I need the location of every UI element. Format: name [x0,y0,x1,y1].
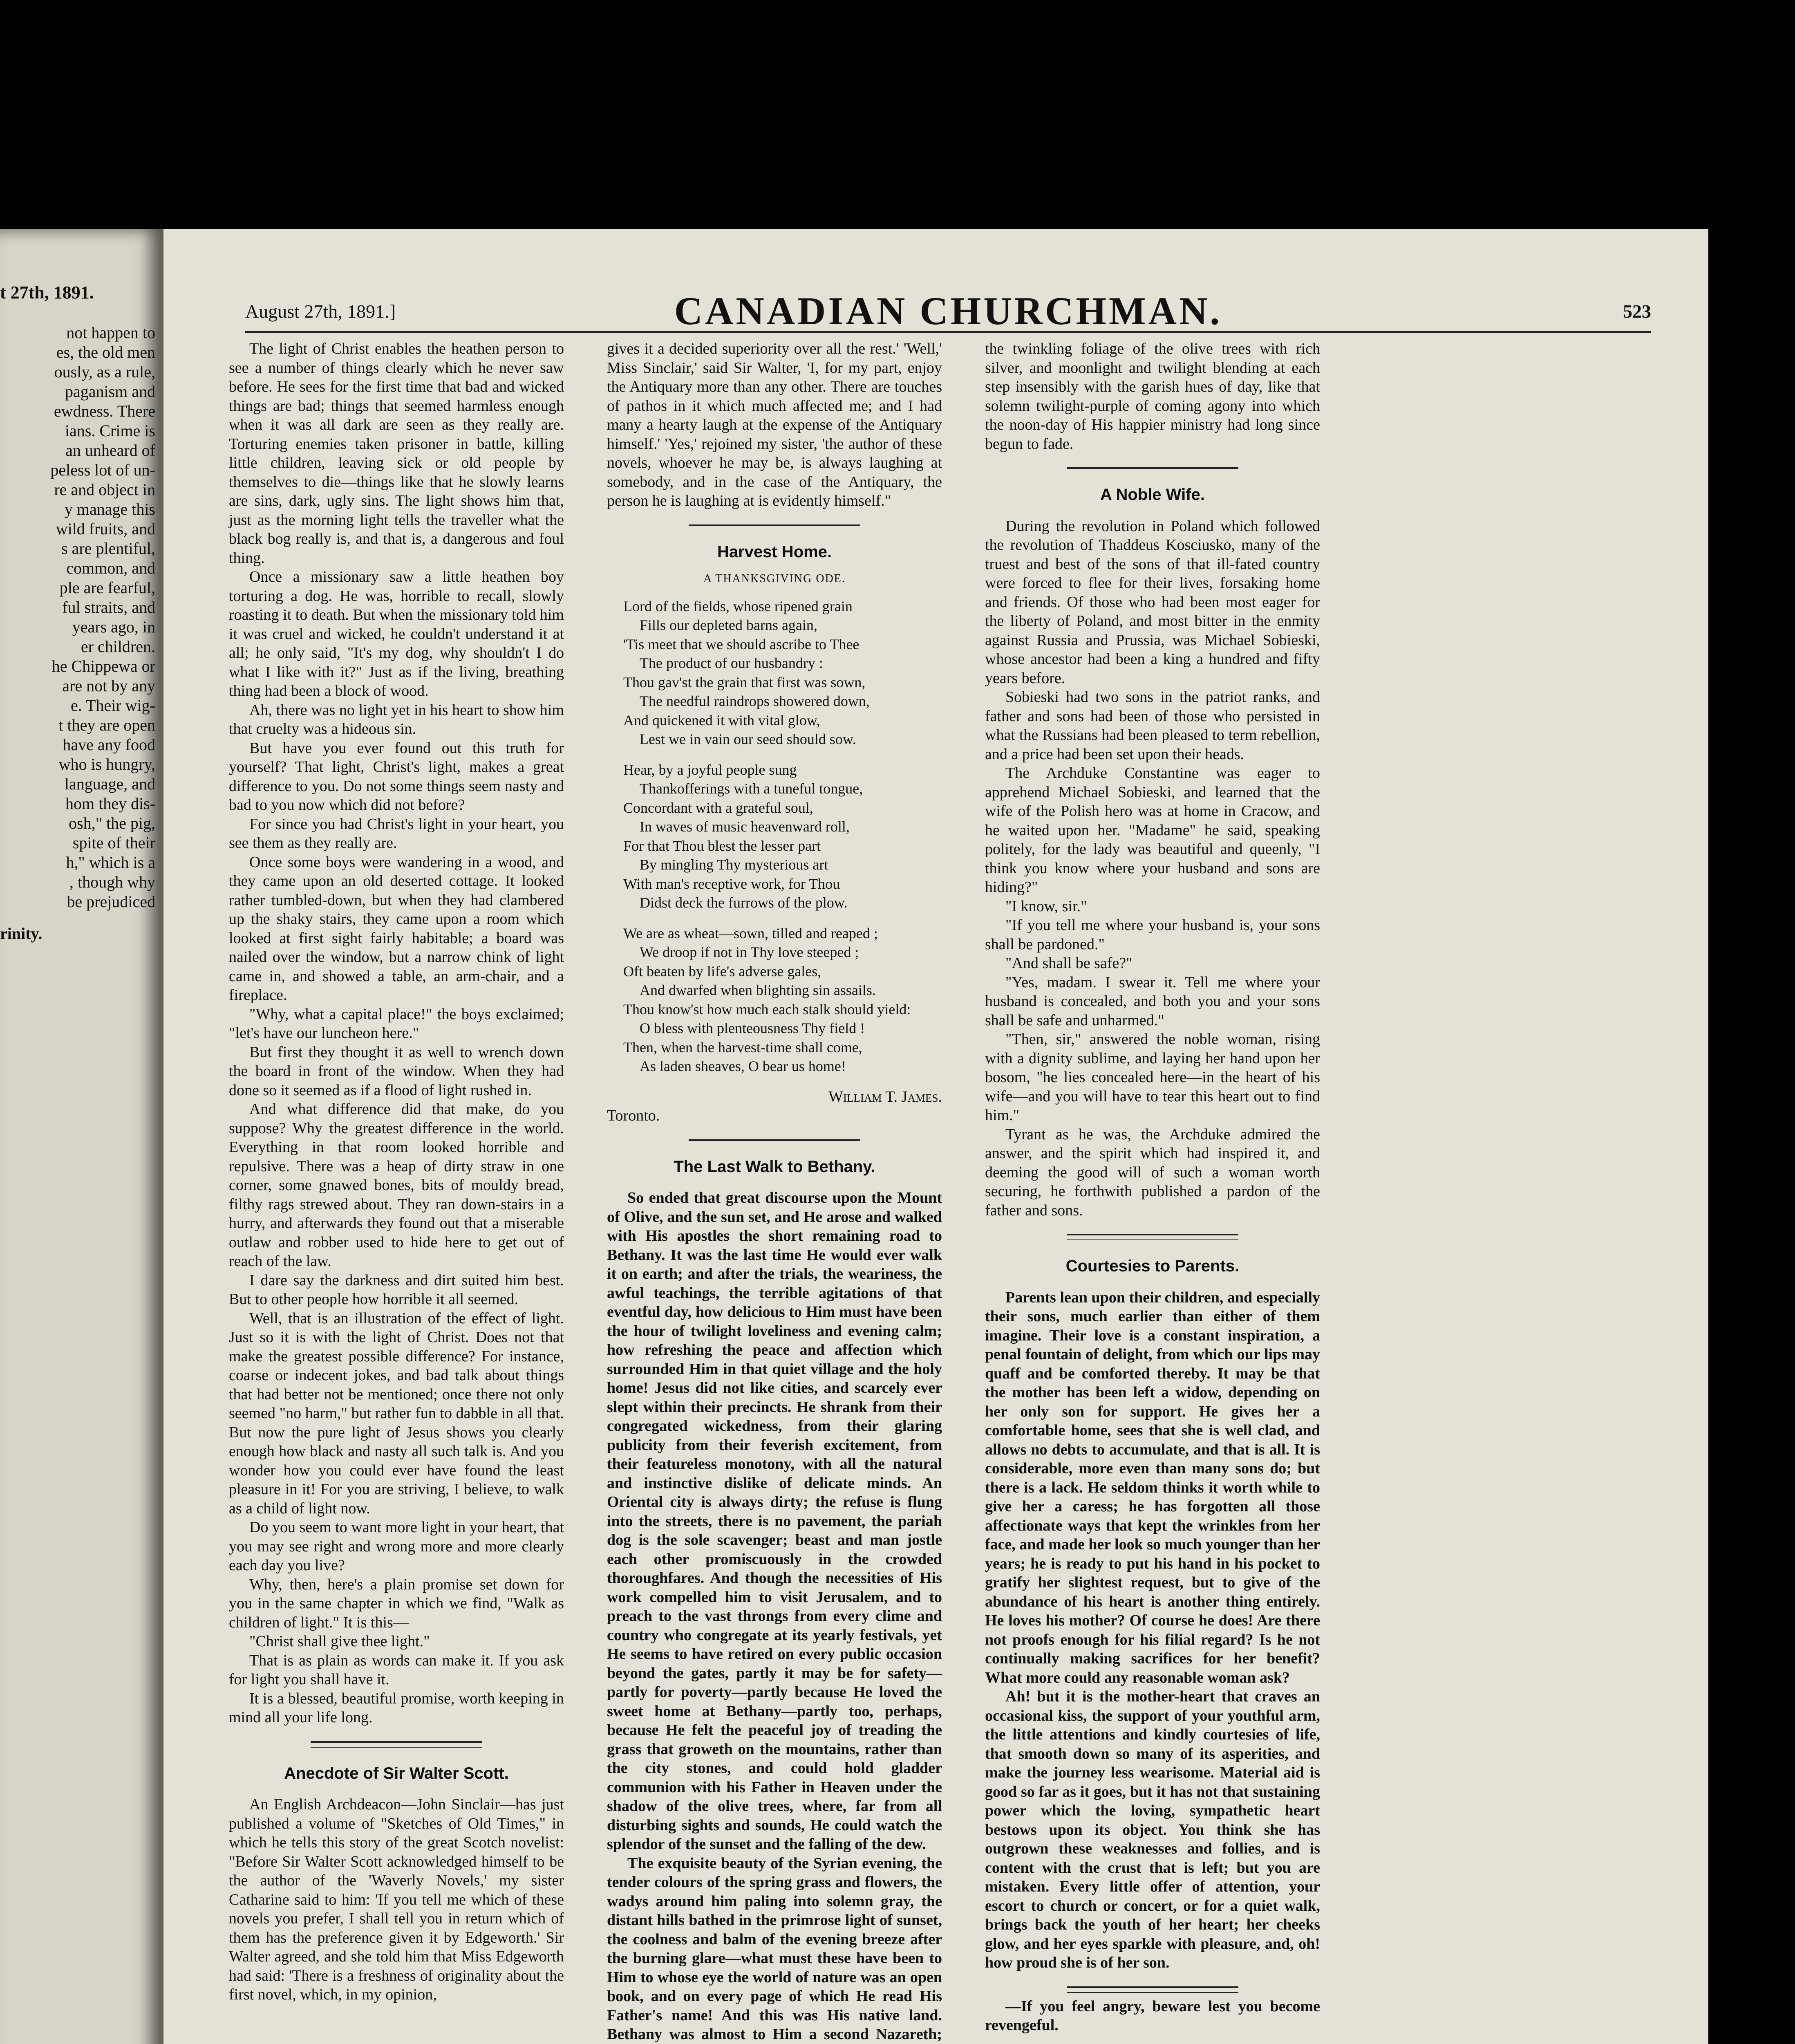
heading-walter-scott: Anecdote of Sir Walter Scott. [284,1764,509,1782]
poem-signature: William T. James. [828,1088,942,1105]
paragraph: During the revolution in Poland which followed the revolution of Thaddeus Kosciusko, many of the truest and best of the sons of that ill-fated country were forced to flee for their lives, forsaking home and friends. Of those who had been most eager for the liberty of Poland, and most bitter in the enmity against Russia and Prussia, was Michael Sobieski, whose ancestor had been a king a hundred and fifty years before. [985,517,1320,687]
poem-line: Didst deck the furrows of the plow. [640,894,848,911]
prev-page-line: s are plentiful, [61,539,155,558]
poem-line: With man's receptive work, for Thou [623,875,840,892]
masthead [245,284,1651,333]
paragraph: "Yes, madam. I swear it. Tell me where your husband is concealed, and both you and your sons shall be safe and unharmed." [985,973,1320,1029]
prev-page-header: t 27th, 1891. [0,282,94,303]
poem-line: Hear, by a joyful people sung [623,761,797,778]
prev-page-line: be prejudiced [67,892,155,911]
section-divider [1067,1992,1238,1993]
prev-page-line: ians. Crime is [65,421,155,440]
poem-line: Thankofferings with a tuneful tongue, [640,780,863,797]
paragraph: But have you ever found out this truth for yourself? That light, Christ's light, makes a great difference to you. Do not some things seem nasty and bad to you now which did not before? [229,739,564,814]
paragraph: Once a missionary saw a little heathen boy torturing a dog. He was, horrible to recall, slowly roasting it to death. But when the missionary told him it was cruel and wicked, he couldn't understand it at all; he only said, "It's my dog, why shouldn't I do what I like with it?" Just as if the living, breathing thing had been a block of wood. [229,568,564,699]
paragraph: Parents lean upon their children, and especially their sons, much earlier than either of them imagine. Their love is a constant inspiration, a penal fountain of delight, from which our lips may quaff and be comforted thereby. It may be that the mother has been left a widow, depending on her only son for support. He gives her a comfortable home, sees that she is well clad, and allows no debts to accumulate, and that is all. It is considerable, more even than many sons do; but there is a lack. He seldom thinks it worth while to give her a caress; he has forgotten all those affectionate ways that kept the wrinkles from her face, and made her look so much younger than her years; he is ready to put his hand in his pocket to gratify her slightest request, but to give of the abundance of his heart is another thing entirely. He loves his mother? Of course he does! Are there not proofs enough for his filial regard? Is he not continually making sacrifices for her benefit? What more could any reasonable woman ask? [985,1289,1320,1686]
poem-line: O bless with plenteousness Thy field ! [640,1020,865,1036]
poem-subtitle: A THANKSGIVING ODE. [703,572,846,585]
poem-line: The needful raindrops showered down, [640,693,870,709]
section-divider [689,1139,860,1141]
column-3 [985,339,1320,2035]
masthead-rule [245,331,1651,333]
paragraph: Ah! but it is the mother-heart that craves an occasional kiss, the support of your youthful arm, the little attentions and kindly courtesies of life, that smooth down so many of its asperities, and make the journey less wearisome. Material aid is good so far as it goes, but it has not that sustaining power which the loving, sympathetic heart bestows upon its object. You think she has outgrown these weaknesses and follies, and is content with the crust that is left; but you are mistaken. Every little offer of attention, your escort to church or concert, or for a quiet walk, brings back the youth of her heart; her cheeks glow, and her eyes sparkle with pleasure, and, oh! how proud she is of her son. [985,1688,1320,1971]
poem-stanza [623,760,942,912]
section-divider [1067,1234,1238,1235]
newspaper-page [163,229,1708,2044]
paragraph: For since you had Christ's light in your heart, you see them as they really are. [229,815,564,852]
paragraph: Once some boys were wandering in a wood, and they came upon an old deserted cottage. It looked rather tumbled-down, but when they had clambered up the shaky stairs, they came upon a room which looked at first sight fairly habitable; a board was nailed over the window, but a narrow chink of light came in, and showed a table, an arm-chair, and a fireplace. [229,853,564,1004]
poem-line: And dwarfed when blighting sin assails. [640,982,876,998]
prev-page-line: es, the old men [56,343,155,361]
paragraph: The Archduke Constantine was eager to apprehend Michael Sobieski, and learned that the wife of the Polish hero was at home in Cracow, and he waited upon her. "Madame" he said, speaking politely, for the lady was beautiful and queenly, "I think you know where your husband and sons are hiding?" [985,764,1320,896]
prev-page-line: he Chippewa or [51,657,155,675]
poem-harvest-home [607,597,942,1076]
section-divider [311,1741,482,1743]
prev-page-line: , though why [69,873,155,891]
paragraph: An English Archdeacon—John Sinclair—has just published a volume of "Sketches of Old Times," in which he tells this story of the great Scotch novelist: "Before Sir Walter Scott acknowledged himself to be the author of the 'Waverly Novels,' my sister Catharine said to him: 'If you tell me which of these novels you prefer, I shall tell you in return which of them has the preference given it by Edgeworth.' Sir Walter agreed, and she told him that Miss Edgeworth had said: 'There is a freshness of originality about the first novel, which, in my opinion, [229,1796,564,2003]
poem-line: Thou know'st how much each stalk should yield: [623,1001,911,1018]
paragraph: "I know, sir." [1005,897,1087,915]
paragraph: And what difference did that make, do you suppose? Why the greatest difference in the world. Everything in that room looked horrible and repulsive. There was a heap of dirty straw in one corner, some gnawed bones, bits of mouldy bread, filthy rags strewed about. They ran down-stairs in a hurry, and afterwards they found out that a miserable outlaw and robber used to hide here to get out of reach of the law. [229,1100,564,1270]
prev-page-line: ewdness. There [54,402,155,420]
article-courtesies [985,1288,1320,1972]
section-divider [1067,467,1238,469]
prev-page-line: t they are open [58,716,155,734]
prev-page-text [0,323,155,944]
prev-page-line: common, and [66,559,155,577]
poem-line: Concordant with a grateful soul, [623,799,813,816]
poem-line: Lord of the fields, whose ripened grain [623,598,853,614]
heading-last-walk: The Last Walk to Bethany. [674,1157,875,1176]
poem-line: Lest we in vain our seed should sow. [640,731,856,747]
paragraph: Ah, there was no light yet in his heart to show him that cruelty was a hideous sin. [229,701,564,737]
paragraph: "Christ shall give thee light." [249,1633,430,1650]
poem-line: We droop if not in Thy love steeped ; [640,944,859,960]
poem-line: Fills our depleted barns again, [640,617,817,633]
newspaper-title: CANADIAN CHURCHMAN. [674,289,1222,333]
section-divider [1067,1239,1238,1240]
prev-page-line: language, and [64,775,155,793]
paragraph: Sobieski had two sons in the patriot ranks, and father and sons had been of those who persisted in what the Russians had been pleased to term rebellion, and a price had been set upon their heads. [985,688,1320,763]
paragraph: The light of Christ enables the heathen person to see a number of things clearly which he never saw before. He sees for the first time that bad and wicked things are bad; things that seemed harmless enough when it was all dark are seen as they really are. Torturing enemies taken prisoner in battle, killing little children, leaving sick or old people by themselves to die—things like that he slowly learns are sins, dark, ugly sins. The light shows him that, just as the morning light tells the traveller what the black bog really is, and that is, a dangerous and foul thing. [229,340,564,567]
paragraph: Do you seem to want more light in your heart, that you may see right and wrong more and more clearly each day you live? [229,1519,564,1574]
prev-page-line: ple are fearful, [59,578,155,597]
page-number: 523 [1623,301,1651,322]
walter-scott-continued: gives it a decided superiority over all the rest.' 'Well,' Miss Sinclair,' said Sir Walter, 'I, for my part, enjoy the Antiquary more than any other. There are touches of pathos in it which much affected me; and I had many a hearty laugh at the expense of the Antiquary himself.' 'Yes,' rejoined my sister, 'the author of these novels, whoever he may be, is always laughing at somebody, and in the case of the Antiquary, the person he is laughing at is evidently himself." [607,340,942,509]
prev-page-line: hom they dis- [65,794,155,813]
poem-line: Thou gav'st the grain that first was sown, [623,674,866,690]
paragraph: "Then, sir," answered the noble woman, rising with a dignity sublime, and laying her hand upon her bosom, "he lies concealed here—in the heart of his wife—and you will have to tear this heart out to find him." [985,1031,1320,1124]
poem-stanza [623,924,942,1076]
poem-line: 'Tis meet that we should ascribe to Thee [623,636,859,652]
prev-page-line: who is hungry, [58,755,155,773]
poem-line: In waves of music heavenward roll, [640,818,850,835]
prev-page-line: paganism and [65,382,155,401]
section-divider [1067,1986,1238,1988]
paragraph: The exquisite beauty of the Syrian evening, the tender colours of the spring grass and flowers, the wadys around him paling into solemn gray, the distant hills bathed in the primrose light of sunset, the coolness and balm of the evening breeze after the burning glare—what must these have been to Him to whose eye the world of nature was an open book, and on every page of which He read His Father's name! And this was His native land. Bethany was almost to Him a second Nazareth; [607,1854,942,2043]
prev-page-line: peless lot of un- [50,461,155,479]
paragraph: "If you tell me where your husband is, your sons shall be pardoned." [985,917,1320,953]
section-divider [311,1747,482,1748]
poem-line: The product of our husbandry : [640,655,823,671]
prev-page-line: an unheard of [65,441,155,459]
column-1 [229,339,564,2004]
previous-page-fragment [0,229,163,2044]
poem-line: And quickened it with vital glow, [623,712,820,728]
article-last-walk [607,1188,942,2044]
paragraph: So ended that great discourse upon the Mount of Olive, and the sun set, and He arose and walked with His apostles the short remaining road to Bethany. It was the last time He would ever walk it on earth; and after the trials, the weariness, the awful teachings, the terrible agitations of that eventful day, how delicious to Him must have been the hour of twilight loveliness and evening calm; how refreshing the peace and affection which surrounded Him in that quiet village and the holy home! Jesus did not like cities, and scarcely ever slept within their precincts. He shrank from their congregated wickedness, from their glaring publicity from their feverish excitement, from their featureless monotony, with all the natural and instinctive dislike of delicate minds. An Oriental city is always dirty; the refuse is flung into the streets, there is no pavement, the pariah dog is the sole scavenger; beast and man jostle each other promiscuously in the crowded thoroughfares. And though the necessities of His work compelled him to visit Jerusalem, and to preach to the vast throngs from every clime and country who congregate at its yearly festivals, yet He seems to have retired on every public occasion beyond the gates, partly it may be for safety—partly for poverty—partly because He loved the sweet home at Bethany—partly too, perhaps, because He felt the peaceful joy of treading the grass that groweth on the mountains, rather than the city stones, and could hold gladder communion with his Father in Heaven under the shadow of the olive trees, where, far from all disturbing sights and sounds, He could watch the splendor of the sunset and the falling of the dew. [607,1189,942,1853]
article-light-of-christ [229,339,564,1727]
prev-page-section-title: rinity. [0,924,43,943]
prev-page-line: e. Their wig- [71,696,155,715]
paragraph: But first they thought it as well to wrench down the board in front of the window. When they had done so it seemed as if a flood of light rushed in. [229,1043,564,1099]
prev-page-line: ously, as a rule, [54,363,155,381]
section-divider [689,524,860,526]
prev-page-line: not happen to [66,323,155,342]
poem-line: We are as wheat—sown, tilled and reaped ; [623,925,878,941]
prev-page-line: y manage this [64,500,155,518]
poem-line: Then, when the harvest-time shall come, [623,1039,862,1056]
poem-line: Oft beaten by life's adverse gales, [623,963,821,979]
paragraph: I dare say the darkness and dirt suited him best. But to other people how horrible it all seemed. [229,1271,564,1308]
heading-harvest-home: Harvest Home. [717,542,832,561]
poem-line: By mingling Thy mysterious art [640,856,828,873]
poem-stanza [623,597,942,749]
column-2 [607,339,942,2044]
closing-maxim: —If you feel angry, beware lest you become revengeful. [985,1997,1320,2034]
paragraph: Well, that is an illustration of the effect of light. Just so it is with the light of Christ. Does not that make the greatest possible difference? For instance, coarse or indecent jokes, and bad talk about things that had better not be mentioned; once there not only seemed "no harm," but rather fun to dabble in all that. But now the pure light of Jesus shows you clearly enough how black and nasty all such talk is. And you wonder how you could ever have found the least pleasure in it! For you are striving, I believe, to walk as a child of light now. [229,1309,564,1517]
paragraph: "And shall be safe?" [1005,955,1133,972]
article-noble-wife [985,517,1320,1220]
prev-page-line: osh," the pig, [69,814,155,832]
poem-line: As laden sheaves, O bear us home! [640,1058,846,1074]
prev-page-line: spite of their [72,834,155,852]
paragraph: That is as plain as words can make it. If you ask for light you shall have it. [229,1652,564,1688]
poem-place: Toronto. [607,1107,660,1124]
heading-noble-wife: A Noble Wife. [1100,486,1205,504]
article-walter-scott [229,1795,564,2004]
prev-page-line: ful straits, and [62,598,155,616]
prev-page-line: er children. [81,637,155,656]
prev-page-line: are not by any [62,677,155,695]
paragraph: "Why, what a capital place!" the boys exclaimed; "let's have our luncheon here." [229,1005,564,1042]
prev-page-line: wild fruits, and [56,520,155,538]
issue-date: August 27th, 1891.] [245,301,396,322]
last-walk-continued: the twinkling foliage of the olive trees with rich silver, and moonlight and twilight blending at each step insensibly with the garish hues of day, like that solemn twilight-purple of coming agony into which the noon-day of His happier ministry had long since begun to fade. [985,340,1320,453]
poem-line: For that Thou blest the lesser part [623,837,821,854]
prev-page-line: h," which is a [66,853,155,872]
heading-courtesies: Courtesies to Parents. [1065,1257,1240,1275]
paragraph: Tyrant as he was, the Archduke admired the answer, and the spirit which had inspired it, and deeming the good will of such a woman worth securing, he forthwith published a pardon of the father and sons. [985,1125,1320,1219]
prev-page-line: years ago, in [72,618,155,636]
prev-page-line: re and object in [54,480,155,499]
paragraph: Why, then, here's a plain promise set down for you in the same chapter in which we find, "Walk as children of light." It is this— [229,1576,564,1631]
paragraph: It is a blessed, beautiful promise, worth keeping in mind all your life long. [229,1690,564,1726]
prev-page-line: have any food [63,735,155,754]
